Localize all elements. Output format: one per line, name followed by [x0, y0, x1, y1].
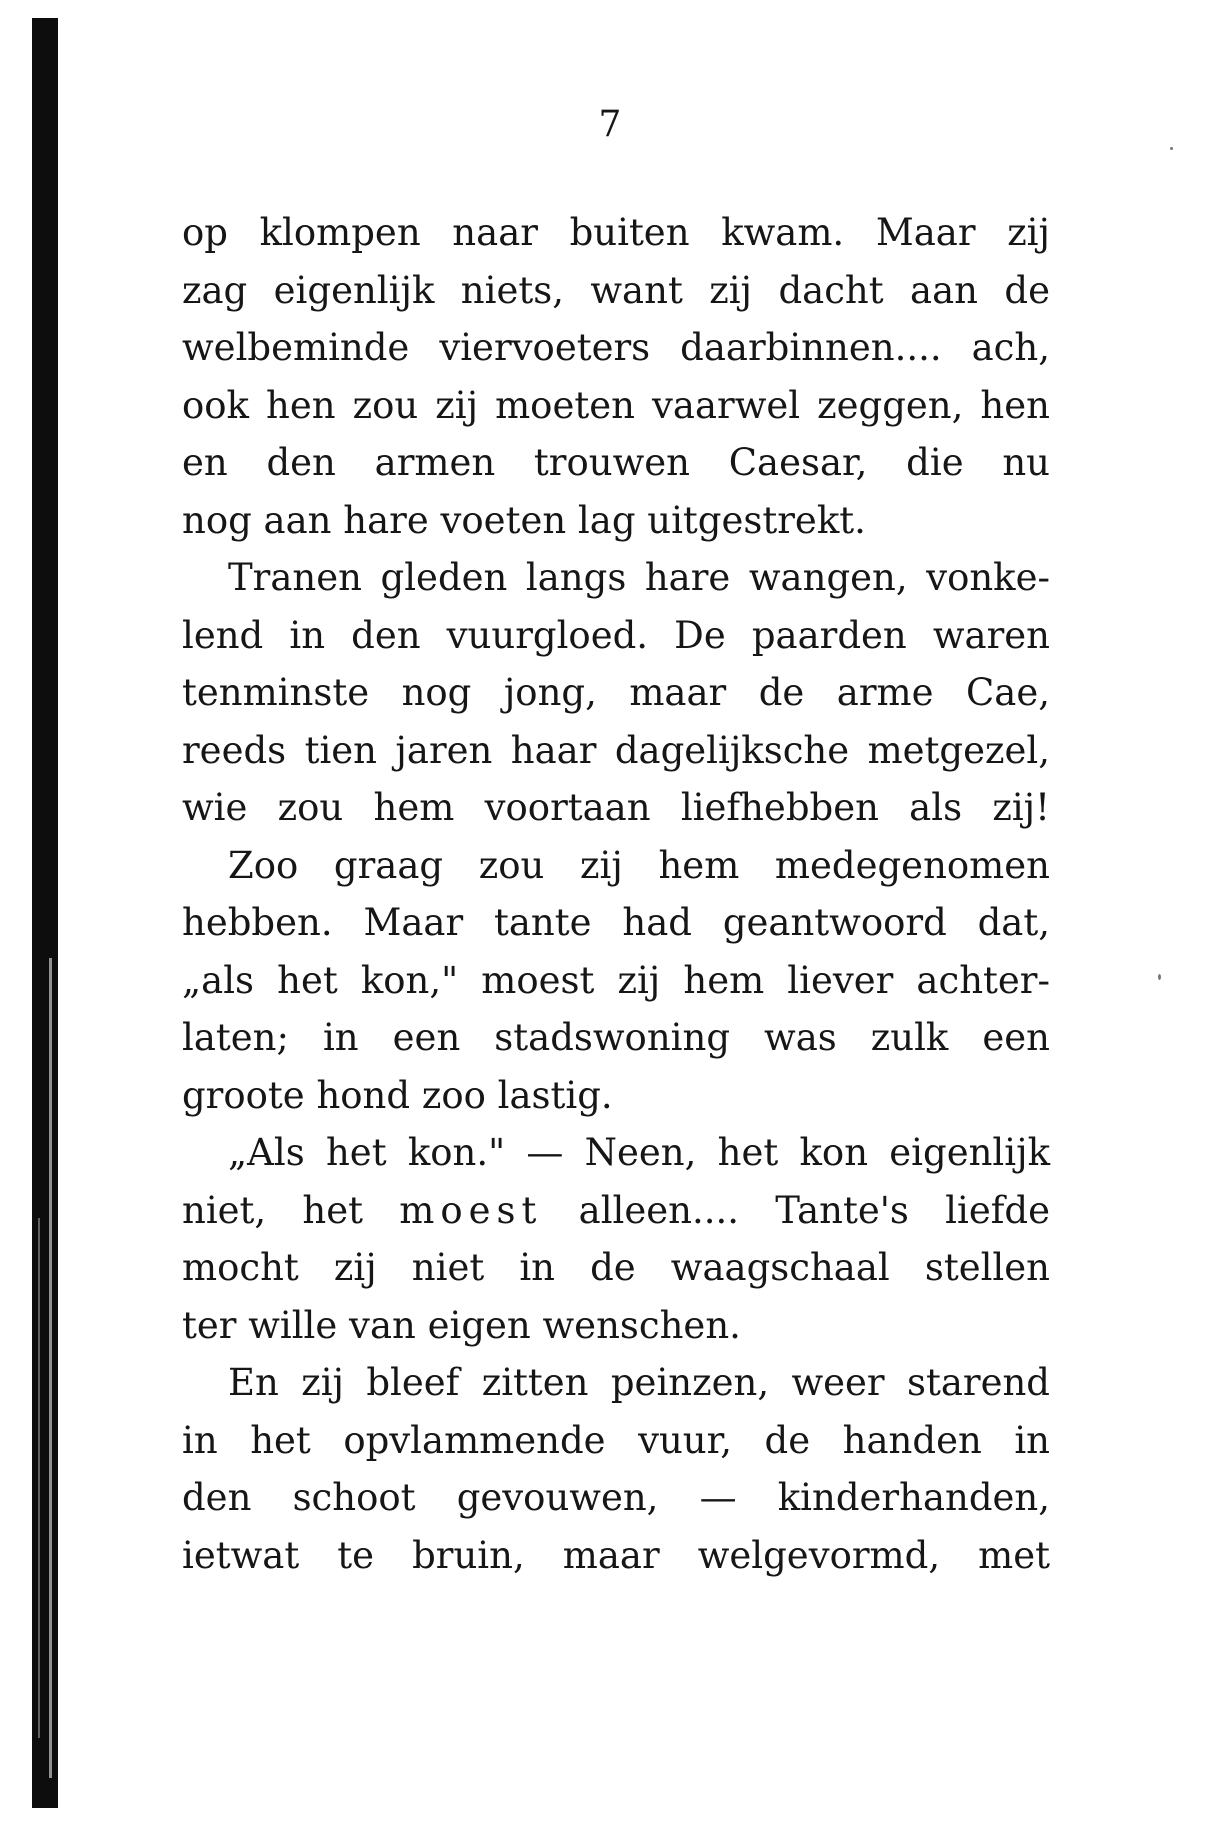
- text-line: welbeminde viervoeters daarbinnen.... ach,: [182, 326, 1050, 369]
- binding-edge: [32, 18, 58, 1808]
- text-line: nog aan hare voeten lag uitgestrekt.: [182, 498, 866, 542]
- text-line: reeds tien jaren haar dagelijksche metgezel,: [182, 728, 1050, 772]
- scan-speck: [1170, 147, 1173, 150]
- text-line: ietwat te bruin, maar welgevormd, met: [182, 1533, 1050, 1577]
- text-line: En zij bleef zitten peinzen, weer starend: [228, 1361, 1050, 1404]
- text-line: groote hond zoo lastig.: [182, 1073, 613, 1117]
- text-line: lend in den vuurgloed. De paarden waren: [182, 613, 1050, 657]
- text-line: [182, 1182, 1050, 1240]
- text-line: Zoo graag zou zij hem medegenomen: [228, 843, 1050, 887]
- text-line: en den armen trouwen Caesar, die nu: [182, 441, 1050, 484]
- text-line: ter wille van eigen wenschen.: [182, 1303, 741, 1347]
- text-line: laten; in een stadswoning was zulk een: [182, 1016, 1050, 1059]
- text-line: den schoot gevouwen, — kinderhanden,: [182, 1476, 1050, 1519]
- scan-speck: [1158, 974, 1161, 980]
- page-number: 7: [598, 104, 622, 145]
- text-line: „als het kon," moest zij hem liever achter-: [182, 958, 1050, 1002]
- text-line: ook hen zou zij moeten vaarwel zeggen, hen: [182, 383, 1050, 427]
- emphasis-text: moest: [399, 1188, 543, 1232]
- text-line: in het opvlammende vuur, de handen in: [182, 1418, 1050, 1462]
- text-line: op klompen naar buiten kwam. Maar zij: [182, 211, 1050, 254]
- text-line: mocht zij niet in de waagschaal stellen: [182, 1246, 1050, 1289]
- text-line: hebben. Maar tante had geantwoord dat,: [182, 901, 1050, 944]
- text-line: wie zou hem voortaan liefhebben als zij!: [182, 786, 1050, 829]
- body-text: [182, 204, 1050, 1584]
- text-line: Tranen gleden langs hare wangen, vonke-: [228, 556, 1050, 599]
- text-line: tenminste nog jong, maar de arme Cae,: [182, 671, 1050, 714]
- text-segment: niet, het: [182, 1188, 364, 1232]
- text-line: zag eigenlijk niets, want zij dacht aan de: [182, 268, 1050, 312]
- text-line: „Als het kon." — Neen, het kon eigenlijk: [228, 1131, 1050, 1174]
- text-segment: alleen.... Tante's liefde: [578, 1188, 1050, 1232]
